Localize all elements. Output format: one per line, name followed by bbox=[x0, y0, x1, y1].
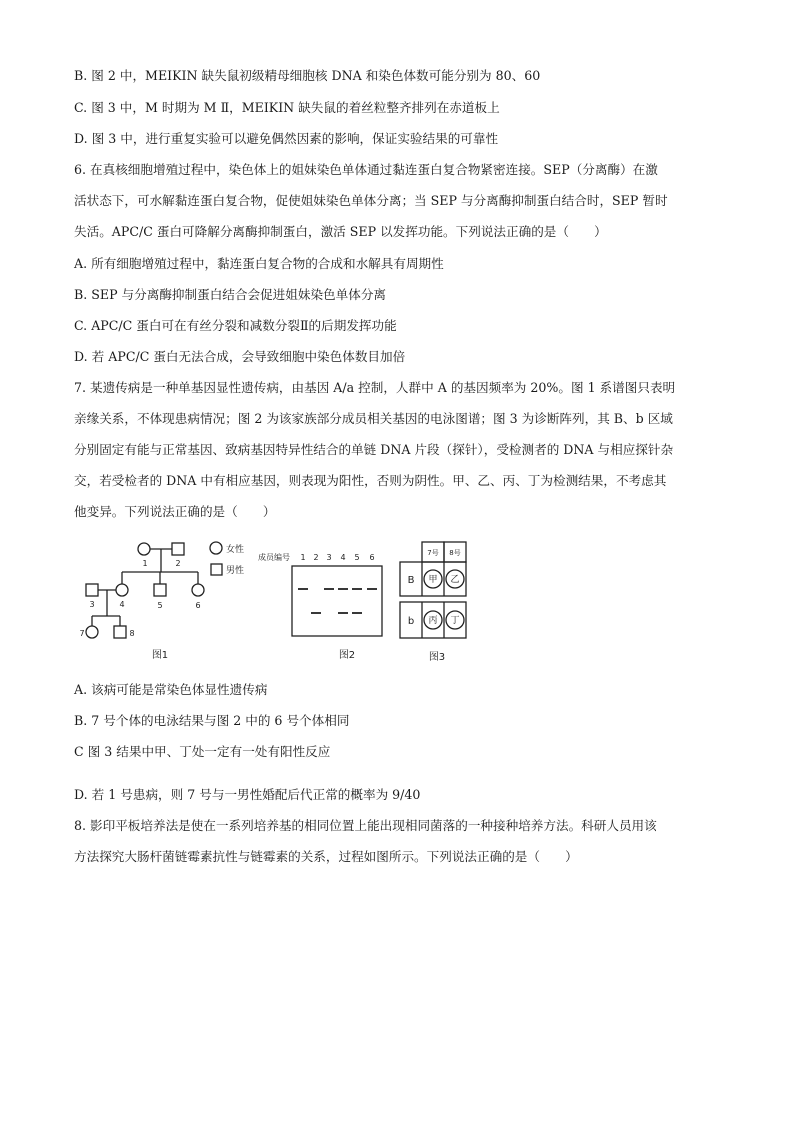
option-6d: D. 若 APC/C 蛋白无法合成，会导致细胞中染色体数目加倍 bbox=[74, 349, 406, 364]
figure-1-pedigree bbox=[74, 536, 256, 664]
option-5b: B. 图 2 中，MEIKIN 缺失鼠初级精母细胞核 DNA 和染色体数可能分别为 80、60 bbox=[74, 68, 541, 83]
pedigree-label-3: 3 bbox=[89, 600, 95, 609]
lane-label-6: 6 bbox=[369, 553, 375, 562]
cell-yi: 乙 bbox=[450, 575, 460, 585]
figure-2-caption: 图2 bbox=[338, 650, 356, 661]
figure-3-caption: 图3 bbox=[428, 652, 446, 663]
legend-male: 男性 bbox=[226, 566, 245, 576]
option-6a: A. 所有细胞增殖过程中，黏连蛋白复合物的合成和水解具有周期性 bbox=[74, 256, 444, 271]
question-6-line-2: 活状态下，可水解黏连蛋白复合物，促使姐妹染色单体分离；当 SEP 与分离酶抑制蛋白结合时，SEP 暂时 bbox=[74, 193, 668, 208]
question-8-line-1: 8. 影印平板培养法是使在一系列培养基的相同位置上能出现相同菌落的一种接种培养方法。科研人员用该 bbox=[74, 818, 657, 833]
column-7-label: 7号 bbox=[427, 549, 439, 557]
question-7-line-3: 分别固定有能与正常基因、致病基因特异性结合的单链 DNA 片段（探针），受检测者的 DNA 与相应探针杂 bbox=[74, 442, 674, 457]
option-6b: B. SEP 与分离酶抑制蛋白结合会促进姐妹染色单体分离 bbox=[74, 287, 387, 302]
question-6-line-3: 失活。APC/C 蛋白可降解分离酶抑制蛋白，激活 SEP 以发挥功能。下列说法正确的是（ ） bbox=[74, 224, 607, 239]
lane-label-5: 5 bbox=[354, 553, 360, 562]
lane-label-2: 2 bbox=[313, 553, 319, 562]
cell-jia: 甲 bbox=[428, 575, 438, 585]
legend-female: 女性 bbox=[226, 545, 245, 555]
question-7-line-2: 亲缘关系，不体现患病情况；图 2 为该家族部分成员相关基因的电泳图谱；图 3 为诊断阵列，其 B、b 区域 bbox=[74, 411, 673, 426]
lane-label-3: 3 bbox=[326, 553, 332, 562]
column-8-label: 8号 bbox=[449, 549, 461, 557]
question-6-line-1: 6. 在真核细胞增殖过程中，染色体上的姐妹染色单体通过黏连蛋白复合物紧密连接。SEP（分离酶）在激 bbox=[74, 162, 658, 177]
option-7c: C 图 3 结果中甲、丁处一定有一处有阳性反应 bbox=[74, 744, 331, 759]
option-5d: D. 图 3 中，进行重复实验可以避免偶然因素的影响，保证实验结果的可靠性 bbox=[74, 131, 499, 146]
pedigree-label-7: 7 bbox=[79, 629, 85, 638]
pedigree-label-4: 4 bbox=[119, 600, 125, 609]
row-b-lower-label: b bbox=[407, 616, 415, 627]
option-7a: A. 该病可能是常染色体显性遗传病 bbox=[74, 682, 268, 697]
question-7-line-5: 他变异。下列说法正确的是（ ） bbox=[74, 504, 276, 519]
lane-header: 成员编号 bbox=[258, 553, 290, 562]
cell-bing: 丙 bbox=[428, 616, 438, 626]
gel-box bbox=[292, 566, 382, 636]
question-8-line-2: 方法探究大肠杆菌链霉素抗性与链霉素的关系，过程如图所示。下列说法正确的是（ ） bbox=[74, 849, 578, 864]
figure-2-electrophoresis bbox=[256, 548, 392, 666]
pedigree-label-8: 8 bbox=[129, 629, 135, 638]
figure-1-caption: 图1 bbox=[151, 650, 169, 661]
pedigree-label-1: 1 bbox=[142, 559, 148, 568]
question-7-line-1: 7. 某遗传病是一种单基因显性遗传病，由基因 A/a 控制，人群中 A 的基因频率为 20%。图 1 系谱图只表明 bbox=[74, 380, 676, 395]
pedigree-label-2: 2 bbox=[175, 559, 181, 568]
option-7d: D. 若 1 号患病，则 7 号与一男性婚配后代正常的概率为 9/40 bbox=[74, 787, 421, 802]
figure-3-array bbox=[398, 540, 470, 668]
question-7-line-4: 交，若受检者的 DNA 中有相应基因，则表现为阳性，否则为阴性。甲、乙、丙、丁为检测结果，不考虑其 bbox=[74, 473, 667, 488]
row-b-upper-label: B bbox=[407, 575, 415, 586]
cell-ding: 丁 bbox=[450, 616, 460, 626]
lane-label-4: 4 bbox=[340, 553, 346, 562]
option-7b: B. 7 号个体的电泳结果与图 2 中的 6 号个体相同 bbox=[74, 713, 350, 728]
option-5c: C. 图 3 中，M 时期为 M Ⅱ，MEIKIN 缺失鼠的着丝粒整齐排列在赤道板上 bbox=[74, 100, 500, 115]
option-6c: C. APC/C 蛋白可在有丝分裂和减数分裂Ⅱ的后期发挥功能 bbox=[74, 318, 397, 333]
lane-label-1: 1 bbox=[300, 553, 306, 562]
pedigree-label-5: 5 bbox=[157, 601, 163, 610]
pedigree-label-6: 6 bbox=[195, 601, 201, 610]
